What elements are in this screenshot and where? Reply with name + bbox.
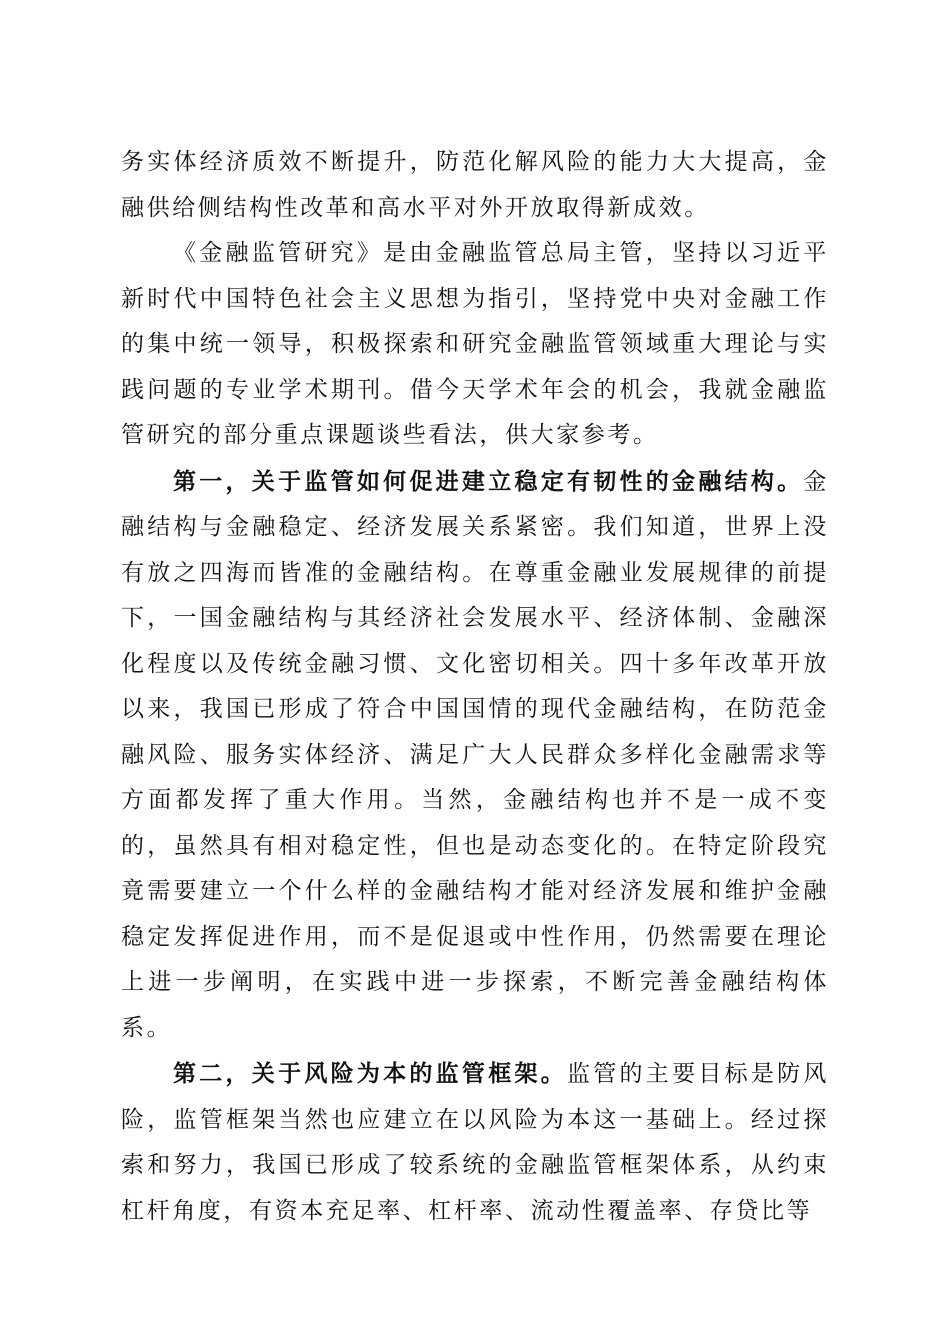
paragraph-text: 《金融监管研究》是由金融监管总局主管，坚持以习近平新时代中国特色社会主义思想为指引，坚持党中央对金融工作的集中统一领导，积极探索和研究金融监管领域重大理论与实践问题的专业学术期刊。借今天学术年会的机会，我就金融监管研究的部分重点课题谈些看法，供大家参考。 [121,240,829,448]
paragraph-heading: 第二，关于风险为本的监管框架。 [173,1060,567,1087]
paragraph-continuation [121,140,829,231]
paragraph-heading: 第一，关于监管如何促进建立稳定有韧性的金融结构。 [173,467,804,495]
paragraph-journal-intro [121,231,829,459]
paragraph-text: 金融结构与金融稳定、经济发展关系紧密。我们知道，世界上没有放之四海而皆准的金融结构。在尊重金融业发展规律的前提下，一国金融结构与其经济社会发展水平、经济体制、金融深化程度以及传统金融习惯、文化密切相关。四十多年改革开放以来，我国已形成了符合中国国情的现代金融结构，在防范金融风险、服务实体经济、满足广大人民群众多样化金融需求等方面都发挥了重大作用。当然，金融结构也并不是一成不变的，虽然具有相对稳定性，但也是动态变化的。在特定阶段究竟需要建立一个什么样的金融结构才能对经济发展和维护金融稳定发挥促进作用，而不是促退或中性作用，仍然需要在理论上进一步阐明，在实践中进一步探索，不断完善金融结构体系。 [121,468,829,1041]
document-page [121,140,829,1234]
paragraph-text: 务实体经济质效不断提升，防范化解风险的能力大大提高，金融供给侧结构性改革和高水平对外开放取得新成效。 [121,149,829,221]
paragraph-text: 监管的主要目标是防风险，监管框架当然也应建立在以风险为本这一基础上。经过探索和努力，我国已形成了较系统的金融监管框架体系，从约束杠杆角度，有资本充足率、杠杆率、流动性覆盖率、存贷比等 [121,1061,830,1224]
paragraph-risk-framework [121,1051,829,1234]
paragraph-financial-structure [121,459,829,1052]
